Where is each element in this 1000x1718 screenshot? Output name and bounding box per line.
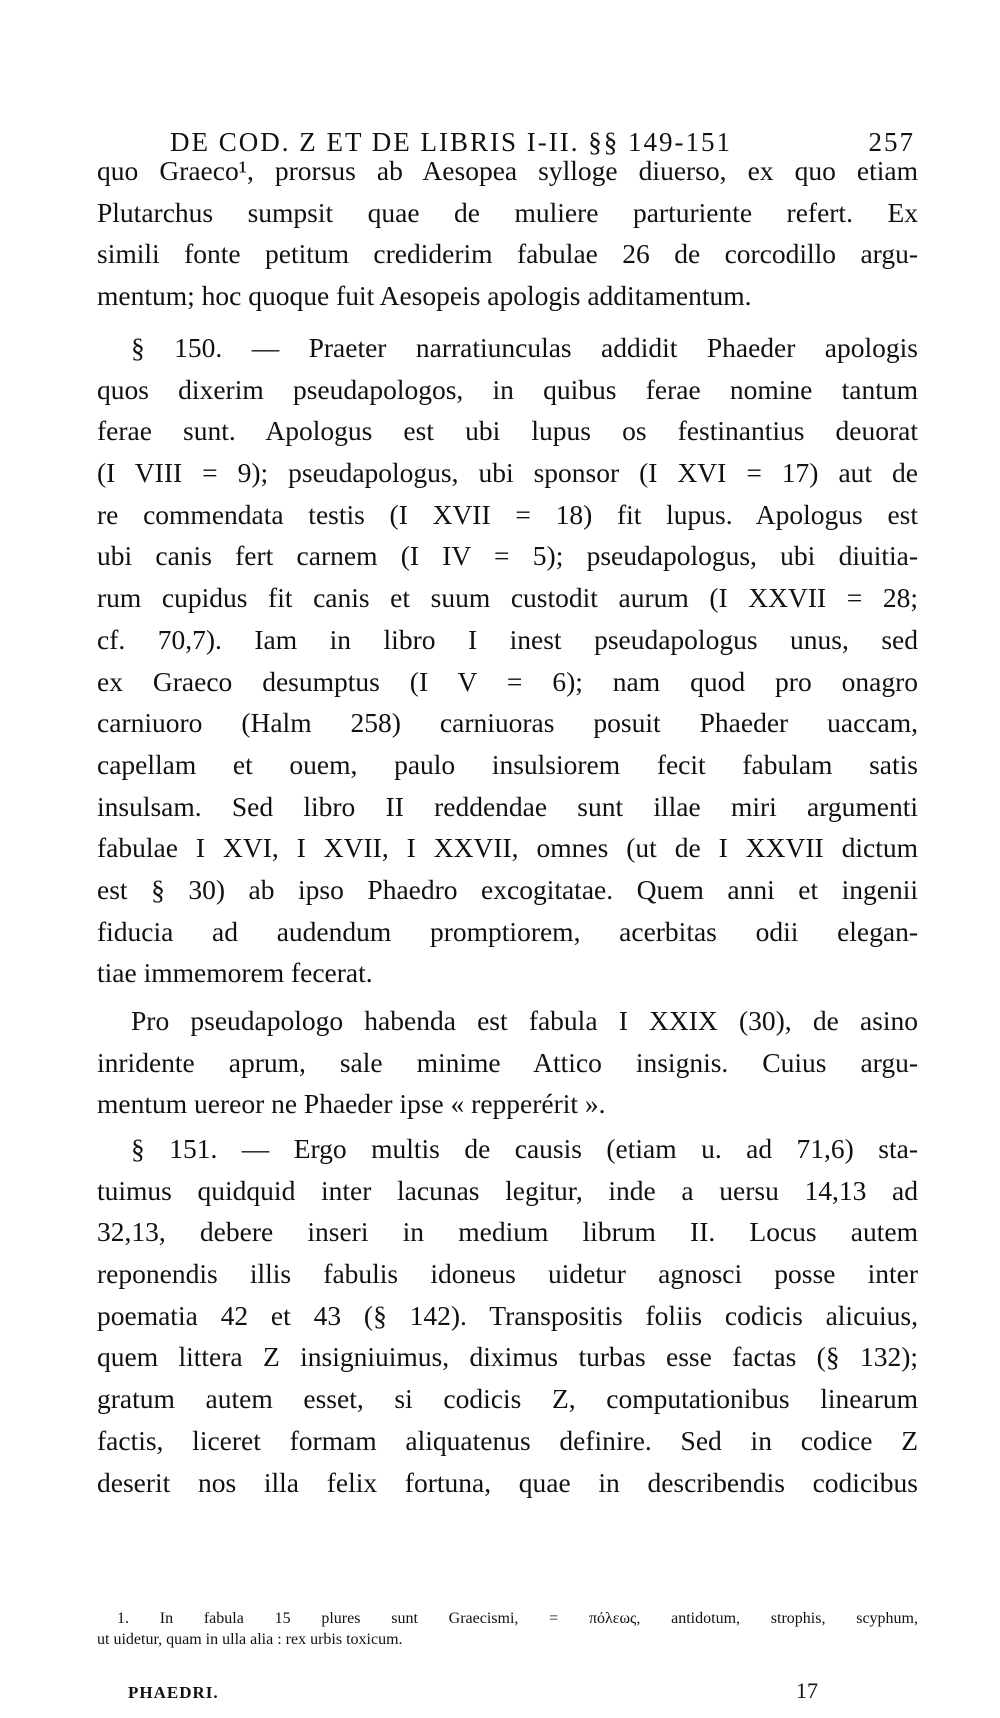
paragraph-continuation <box>97 150 918 317</box>
text-line: Plutarchus sumpsit quae de muliere parturiente refert. Ex <box>97 196 918 228</box>
text-line: ferae sunt. Apologus est ubi lupus os festinantius deuorat <box>97 415 918 447</box>
text-line: deserit nos illa felix fortuna, quae in describendis codicibus <box>97 1466 918 1498</box>
section-heading-line: § 151. — Ergo multis de causis (etiam u. ad 71,6) sta- <box>131 1133 918 1164</box>
text-line: gratum autem esset, si codicis Z, computationibus linearum <box>97 1383 918 1415</box>
text-line: re commendata testis (I XVII = 18) fit lupus. Apologus est <box>97 498 918 530</box>
text-line: mentum; hoc quoque fuit Aesopeis apologis additamentum. <box>97 280 752 312</box>
text-line: 32,13, debere inseri in medium librum II. Locus autem <box>97 1216 918 1248</box>
text-line: tiae immemorem fecerat. <box>97 957 373 989</box>
text-line: carniuoro (Halm 258) carniuoras posuit Phaeder uaccam, <box>97 707 918 739</box>
section-heading-line: § 150. — Praeter narratiunculas addidit Phaeder apologis <box>131 332 918 363</box>
printer-signature: PHAEDRI. <box>128 1683 219 1702</box>
text-line: poematia 42 et 43 (§ 142). Transpositis foliis codicis alicuius, <box>97 1299 918 1331</box>
text-line: simili fonte petitum crediderim fabulae 26 de corcodillo argu- <box>97 238 918 270</box>
text-line: (I VIII = 9); pseudapologus, ubi sponsor (I XVI = 17) aut de <box>97 457 918 489</box>
footnote-block <box>97 1608 918 1650</box>
text-line: rum cupidus fit canis et suum custodit aurum (I XXVII = 28; <box>97 582 918 614</box>
text-line: quo Graeco¹, prorsus ab Aesopea sylloge diuerso, ex quo etiam <box>97 155 918 186</box>
footnote-line: 1. In fabula 15 plures sunt Graecismi, = πόλεως, antidotum, strophis, scyphum, <box>117 1610 918 1627</box>
paragraph-section-150 <box>97 327 918 994</box>
signature-number: 17 <box>796 1678 818 1703</box>
text-line: est § 30) ab ipso Phaedro excogitatae. Quem anni et ingenii <box>97 873 918 905</box>
text-line: fabulae I XVI, I XVII, I XXVII, omnes (ut de I XXVII dictum <box>97 832 918 864</box>
text-line: cf. 70,7). Iam in libro I inest pseudapologus unus, sed <box>97 623 918 655</box>
text-line: ex Graeco desumptus (I V = 6); nam quod pro onagro <box>97 665 918 697</box>
paragraph-section-151 <box>97 1128 918 1503</box>
text-line: reponendis illis fabulis idoneus uidetur agnosci posse inter <box>97 1258 918 1290</box>
text-line: quem littera Z insigniuimus, diximus turbas esse factas (§ 132); <box>97 1341 918 1373</box>
text-line: Pro pseudapologo habenda est fabula I XXIX (30), de asino <box>131 1005 918 1036</box>
text-line: fiducia ad audendum promptiorem, acerbitas odii elegan- <box>97 915 918 947</box>
text-line: ubi canis fert carnem (I IV = 5); pseudapologus, ubi diuitia- <box>97 540 918 572</box>
text-line: insulsam. Sed libro II reddendae sunt illae miri argumenti <box>97 790 918 822</box>
text-line: quos dixerim pseudapologos, in quibus ferae nomine tantum <box>97 373 918 405</box>
text-line: factis, liceret formam aliquatenus definire. Sed in codice Z <box>97 1424 918 1456</box>
text-line: inridente aprum, sale minime Attico insignis. Cuius argu- <box>97 1046 918 1078</box>
paragraph-pseudapologus <box>97 1000 918 1125</box>
text-line: mentum uereor ne Phaeder ipse « repperérit ». <box>97 1088 606 1120</box>
page-number: 257 <box>868 127 915 157</box>
footnote-line: ut uidetur, quam in ulla alia : rex urbis toxicum. <box>97 1631 403 1648</box>
running-title: DE COD. Z ET DE LIBRIS I-II. §§ 149-151 <box>170 127 732 157</box>
text-line: capellam et ouem, paulo insulsiorem fecit fabulam satis <box>97 748 918 780</box>
text-line: tuimus quidquid inter lacunas legitur, inde a uersu 14,13 ad <box>97 1174 918 1206</box>
